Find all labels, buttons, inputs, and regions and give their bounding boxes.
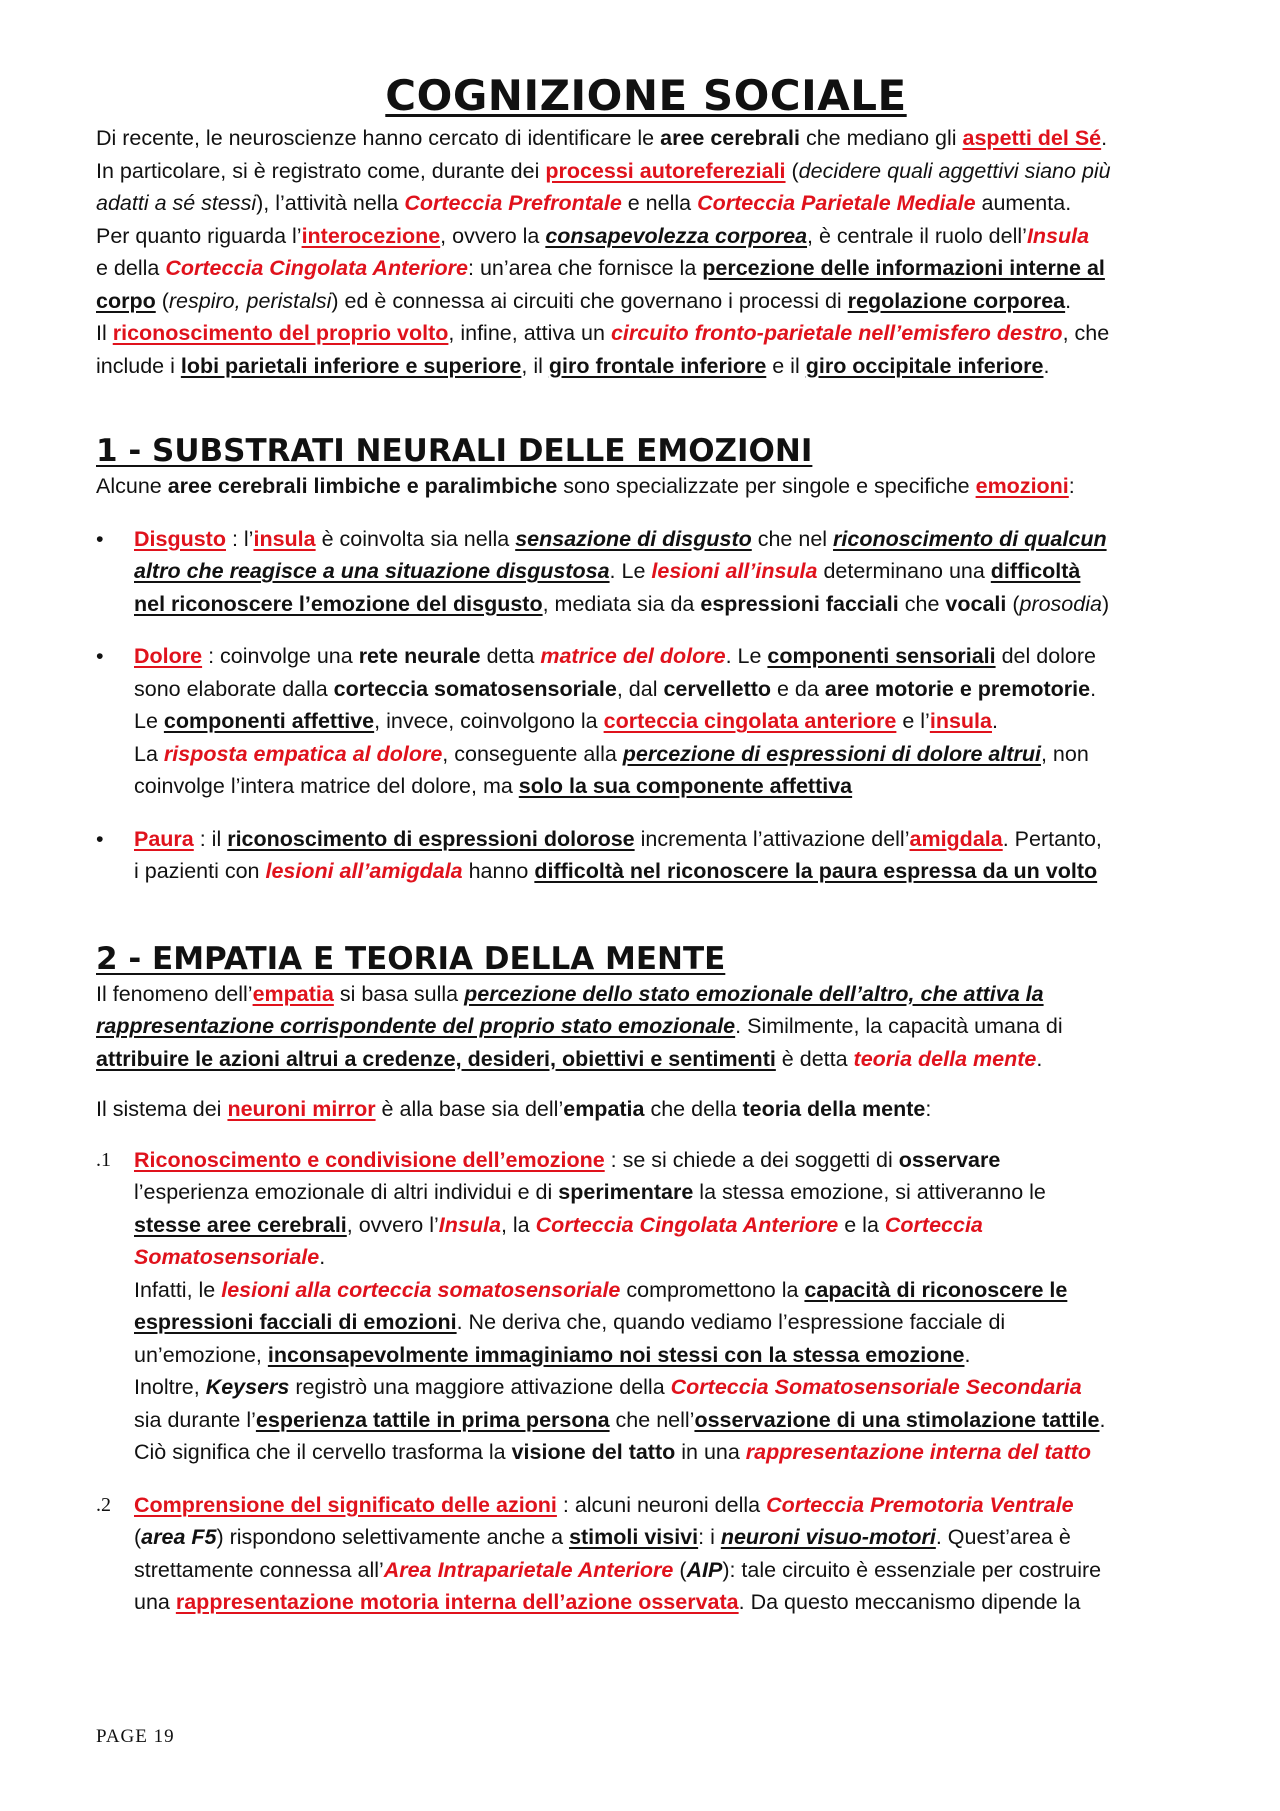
text-line (96, 978, 1196, 1011)
section-2-heading (96, 940, 1196, 978)
emphasized-text: Insula (1026, 223, 1090, 248)
text-run: ) (1101, 591, 1110, 616)
emphasized-text: Paura (134, 826, 194, 851)
mirror-functions-list (96, 1144, 1196, 1619)
emphasized-text: rappresentazione interna del tatto (745, 1440, 1092, 1464)
text-run: Inoltre, (134, 1375, 206, 1399)
emphasized-text: prosodia (1019, 591, 1102, 616)
emphasized-text: capacità di riconoscere le (804, 1277, 1068, 1302)
text-run: Per quanto riguarda l’ (96, 223, 302, 248)
emphasized-text: aree motorie e premotorie (824, 676, 1091, 701)
text-line (96, 470, 1196, 503)
emphasized-text: sensazione di disgusto (515, 526, 752, 551)
emphasized-text: Somatosensoriale (134, 1245, 320, 1269)
emphasized-text: amigdala (909, 826, 1003, 851)
emphasized-text: circuito fronto-parietale nell’emisfero destro (610, 321, 1063, 345)
text-line (96, 1010, 1196, 1043)
text-line (134, 770, 1196, 803)
text-run: . (1036, 1046, 1043, 1071)
text-line (96, 285, 1196, 318)
paragraph (96, 978, 1196, 1076)
text-run: . Pertanto, (1002, 826, 1102, 851)
bullet-marker: • (96, 526, 104, 551)
emphasized-text: Corteccia (884, 1212, 983, 1237)
text-run: : (1068, 474, 1075, 498)
text-run: , invece, coinvolgono la (374, 709, 604, 733)
text-line (134, 1274, 1196, 1307)
emphasized-text: consapevolezza corporea (545, 223, 808, 248)
text-run: è alla base sia dell’ (375, 1097, 564, 1121)
text-run: in una (675, 1440, 746, 1464)
emphasized-text: Corteccia Parietale Mediale (697, 191, 976, 215)
emphasized-text: osservazione di una stimolazione tattile (694, 1407, 1100, 1432)
text-line (134, 1586, 1196, 1619)
page-content (96, 70, 1196, 1639)
text-line (134, 1489, 1196, 1522)
text-line (134, 1339, 1196, 1372)
text-run: : alcuni neuroni della (556, 1492, 767, 1517)
emphasized-text: percezione dello stato emozionale dell’altro, che attiva la (464, 981, 1044, 1006)
text-line (134, 1436, 1196, 1469)
emphasized-text: osservare (898, 1147, 1001, 1172)
text-run: Alcune (96, 474, 168, 498)
text-run: sono specializzate per singole e specifiche (557, 474, 976, 498)
intro-paragraph (96, 122, 1196, 382)
text-run: , non (1040, 741, 1089, 766)
text-run: un’emozione, (134, 1342, 268, 1367)
emphasized-text: neuroni mirror (227, 1097, 376, 1121)
emphasized-text: solo la sua componente affettiva (518, 774, 853, 798)
list-item (96, 823, 1196, 888)
text-line (134, 1371, 1196, 1404)
paragraph (96, 470, 1196, 503)
text-line (96, 122, 1196, 155)
text-run: , infine, attiva un (448, 321, 611, 345)
emphasized-text: Dolore (134, 644, 203, 668)
emphasized-text: Corteccia Premotoria Ventrale (766, 1492, 1074, 1517)
page-title-text: COGNIZIONE SOCIALE (385, 71, 907, 120)
emphasized-text: matrice del dolore (540, 644, 726, 668)
section-1-intro (96, 470, 1196, 503)
emphasized-text: neuroni visuo-motori (720, 1525, 936, 1549)
emphasized-text: altro che reagisce a una situazione disgustosa (134, 559, 610, 583)
section-2-heading-text: 2 - EMPATIA E TEORIA DELLA MENTE (96, 940, 726, 977)
text-run: sia durante l’ (134, 1407, 256, 1432)
emphasized-text: Riconoscimento e condivisione dell’emozione (134, 1147, 605, 1172)
text-run: . (319, 1245, 326, 1269)
text-run: Le (134, 709, 164, 733)
text-run: ( (785, 158, 799, 183)
emphasized-text: riconoscimento di espressioni dolorose (227, 826, 635, 851)
text-run: che nell’ (609, 1407, 695, 1432)
list-number: .1 (96, 1148, 111, 1171)
emphasized-text: interocezione (301, 223, 441, 248)
emphasized-text: processi autorefereziali (545, 158, 786, 183)
emphasized-text: cervelletto (663, 676, 772, 701)
text-run: ( (1006, 591, 1020, 616)
text-run: : coinvolge una (202, 644, 359, 668)
text-run: che della (644, 1097, 743, 1121)
emphasized-text: regolazione corporea (847, 288, 1066, 313)
text-run: . Da questo meccanismo dipende la (738, 1590, 1081, 1614)
mirror-neurons-intro (96, 1093, 1196, 1126)
text-run: Di recente, le neuroscienze hanno cercato di identificare le (96, 126, 661, 150)
emphasized-text: corpo (96, 288, 156, 313)
emphasized-text: Disgusto (134, 526, 226, 551)
text-run: una (134, 1590, 176, 1614)
emphasized-text: giro frontale inferiore (548, 353, 767, 378)
emphasized-text: percezione delle informazioni interne al (702, 256, 1105, 280)
text-run: e la (838, 1212, 885, 1237)
emphasized-text: nel riconoscere l’emozione del disgusto (134, 591, 543, 616)
text-line (134, 523, 1196, 556)
emphasized-text: esperienza tattile in prima persona (255, 1407, 610, 1432)
text-run: incrementa l’attivazione dell’ (634, 826, 910, 851)
text-line (96, 187, 1196, 220)
text-run: , è centrale il ruolo dell’ (807, 223, 1027, 248)
text-run: aumenta. (975, 191, 1072, 215)
emphasized-text: aree cerebrali limbiche e paralimbiche (167, 474, 558, 498)
bullet-marker: • (96, 644, 104, 668)
list-item (96, 640, 1196, 803)
emphasized-text: Area Intraparietale Anteriore (383, 1557, 674, 1582)
emphasized-text: sperimentare (558, 1180, 694, 1204)
text-run: , il (521, 353, 549, 378)
emphasized-text: percezione di espressioni di dolore altrui (622, 741, 1041, 766)
emphasized-text: difficoltà nel riconoscere la paura espressa da un volto (534, 859, 1098, 883)
text-run: . (1099, 1407, 1106, 1432)
list-item (96, 523, 1196, 621)
text-run: ( (155, 288, 169, 313)
text-run: compromettono la (620, 1277, 805, 1302)
emphasized-text: Comprensione del significato delle azioni (134, 1492, 557, 1517)
emphasized-text: visione del tatto (511, 1440, 676, 1464)
text-line (134, 1209, 1196, 1242)
text-line (134, 1241, 1196, 1274)
text-line (96, 350, 1196, 383)
page-number: PAGE 19 (96, 1726, 175, 1747)
emphasized-text: risposta empatica al dolore (163, 741, 443, 766)
text-run: . Similmente, la capacità umana di (735, 1014, 1063, 1038)
text-run: e da (771, 676, 825, 701)
text-run: e nella (621, 191, 698, 215)
text-run: Il fenomeno dell’ (96, 981, 253, 1006)
text-line (96, 1093, 1196, 1126)
text-line (96, 252, 1196, 285)
emphasized-text: insula (253, 526, 316, 551)
text-run: e l’ (896, 709, 930, 733)
emphasized-text: area F5 (141, 1525, 217, 1549)
emphasized-text: riconoscimento del proprio volto (112, 321, 449, 345)
text-line (134, 1404, 1196, 1437)
text-line (134, 1306, 1196, 1339)
emphasized-text: rete neurale (358, 644, 481, 668)
text-line (134, 823, 1196, 856)
text-run: . Ne deriva che, quando vediamo l’espressione facciale di (456, 1310, 1006, 1334)
emphasized-text: teoria della mente (742, 1097, 926, 1121)
text-run: . Le (725, 644, 768, 668)
emphasized-text: Corteccia Cingolata Anteriore (165, 256, 469, 280)
emphasized-text: attribuire le azioni altrui a credenze, desideri, obiettivi e sentimenti (96, 1046, 776, 1071)
emphasized-text: lesioni all’insula (651, 559, 818, 583)
text-run: e della (96, 256, 166, 280)
emphasized-text: vocali (945, 591, 1007, 616)
emphasized-text: AIP (686, 1557, 723, 1582)
text-run: l’esperienza emozionale di altri individui e di (134, 1180, 559, 1204)
emphasized-text: Corteccia Cingolata Anteriore (535, 1212, 839, 1237)
section-1-heading-text: 1 - SUBSTRATI NEURALI DELLE EMOZIONI (96, 433, 813, 469)
text-run: Ciò significa che il cervello trasforma la (134, 1440, 512, 1464)
bullet-marker: • (96, 826, 104, 851)
text-run: che mediano gli (799, 126, 963, 150)
emphasized-text: corteccia somatosensoriale (333, 676, 617, 701)
page-title (96, 70, 1196, 122)
emphasized-text: difficoltà (990, 559, 1081, 583)
text-run: strettamente connessa all’ (134, 1557, 384, 1582)
emphasized-text: teoria della mente (853, 1046, 1037, 1071)
emphasized-text: espressioni facciali (700, 591, 899, 616)
emphasized-text: inconsapevolmente immaginiamo noi stessi con la stessa emozione (267, 1342, 965, 1367)
section-2-intro (96, 978, 1196, 1076)
text-run: la stessa emozione, si attiveranno le (693, 1180, 1046, 1204)
emphasized-text: stesse aree cerebrali (134, 1212, 347, 1237)
text-run: : un’area che fornisce la (468, 256, 703, 280)
text-line (96, 317, 1196, 350)
text-run: La (134, 741, 164, 766)
emphasized-text: empatia (563, 1097, 645, 1121)
text-run: determinano una (817, 559, 991, 583)
emphasized-text: lesioni alla corteccia somatosensoriale (221, 1277, 621, 1302)
text-line (134, 738, 1196, 771)
text-run: che nel (751, 526, 834, 551)
emphasized-text: adatti a sé stessi (96, 191, 257, 215)
text-run: . (964, 1342, 971, 1367)
text-run: Infatti, le (134, 1277, 222, 1302)
text-run: : (925, 1097, 932, 1121)
emphasized-text: corteccia cingolata anteriore (603, 709, 897, 733)
emphasized-text: emozioni (975, 474, 1069, 498)
text-line (96, 220, 1196, 253)
text-run: ( (134, 1525, 142, 1549)
text-run: , ovvero la (440, 223, 546, 248)
text-run: del dolore (995, 644, 1096, 668)
paragraph (96, 122, 1196, 382)
text-run: : il (193, 826, 228, 851)
text-run: hanno (462, 859, 535, 883)
emphasized-text: stimoli visivi (569, 1525, 699, 1549)
text-run: . (991, 709, 998, 733)
text-run: . (1043, 353, 1050, 378)
text-run: ) ed è connessa ai circuiti che governano i processi di (331, 288, 848, 313)
text-run: , conseguente alla (442, 741, 623, 766)
emphasized-text: giro occipitale inferiore (805, 353, 1044, 378)
text-run: . (1065, 288, 1072, 313)
text-line (134, 705, 1196, 738)
text-run: Il sistema dei (96, 1097, 228, 1121)
text-line (134, 588, 1196, 621)
list-number: .2 (96, 1493, 111, 1516)
emphasized-text: empatia (252, 981, 334, 1006)
emotion-list (96, 523, 1196, 888)
emphasized-text: respiro, peristalsi (168, 288, 332, 313)
text-run: i pazienti con (134, 859, 266, 883)
text-run: sono elaborate dalla (134, 676, 334, 701)
text-run: ( (673, 1557, 687, 1582)
text-run: , che (1062, 321, 1110, 345)
emphasized-text: lesioni all’amigdala (265, 859, 463, 883)
list-item (96, 1144, 1196, 1469)
emphasized-text: rappresentazione corrispondente del proprio stato emozionale (96, 1014, 736, 1038)
emphasized-text: rappresentazione motoria interna dell’azione osservata (175, 1590, 739, 1614)
text-run: si basa sulla (333, 981, 465, 1006)
text-run: registrò una maggiore attivazione della (289, 1375, 671, 1399)
text-run: ) rispondono selettivamente anche a (216, 1525, 570, 1549)
text-run: . Le (609, 559, 652, 583)
list-item (96, 1489, 1196, 1619)
emphasized-text: Corteccia Somatosensoriale Secondaria (670, 1375, 1082, 1399)
text-run: detta (480, 644, 541, 668)
text-run: ): tale circuito è essenziale per costruire (722, 1557, 1102, 1582)
text-run: è coinvolta sia nella (315, 526, 516, 551)
emphasized-text: aspetti del Sé (962, 126, 1102, 150)
text-run: , la (500, 1212, 536, 1237)
text-run: In particolare, si è registrato come, durante dei (96, 158, 546, 183)
text-run: che (898, 591, 946, 616)
text-line (134, 855, 1196, 888)
text-run: : l’ (225, 526, 254, 551)
emphasized-text: decidere quali aggettivi siano più (798, 158, 1111, 183)
text-run: . Quest’area è (935, 1525, 1071, 1549)
text-run: , dal (616, 676, 664, 701)
text-line (134, 673, 1196, 706)
emphasized-text: Insula (438, 1212, 501, 1237)
text-run: : i (698, 1525, 721, 1549)
text-run: coinvolge l’intera matrice del dolore, ma (134, 774, 519, 798)
text-run: è detta (775, 1046, 854, 1071)
text-line (134, 1521, 1196, 1554)
text-run: e il (766, 353, 806, 378)
emphasized-text: aree cerebrali (660, 126, 800, 150)
text-run: , ovvero l’ (346, 1212, 439, 1237)
emphasized-text: lobi parietali inferiore e superiore (180, 353, 522, 378)
text-run: , mediata sia da (542, 591, 701, 616)
text-line (96, 1043, 1196, 1076)
text-line (134, 1554, 1196, 1587)
text-line (134, 640, 1196, 673)
emphasized-text: Corteccia Prefrontale (404, 191, 622, 215)
emphasized-text: componenti affettive (163, 709, 375, 733)
text-run: Il (96, 321, 113, 345)
text-line (96, 155, 1196, 188)
text-line (134, 555, 1196, 588)
emphasized-text: insula (929, 709, 992, 733)
text-line (134, 1176, 1196, 1209)
text-run: include i (96, 353, 181, 378)
emphasized-text: riconoscimento di qualcun (833, 526, 1107, 551)
text-line (134, 1144, 1196, 1177)
emphasized-text: espressioni facciali di emozioni (134, 1310, 457, 1334)
text-run: : se si chiede a dei soggetti di (604, 1147, 899, 1172)
section-1-heading (96, 432, 1196, 470)
text-run: ), l’attività nella (256, 191, 405, 215)
text-run: . (1090, 676, 1097, 701)
paragraph (96, 1093, 1196, 1126)
emphasized-text: componenti sensoriali (767, 644, 996, 668)
emphasized-text: Keysers (205, 1375, 290, 1399)
text-run: . (1101, 126, 1108, 150)
